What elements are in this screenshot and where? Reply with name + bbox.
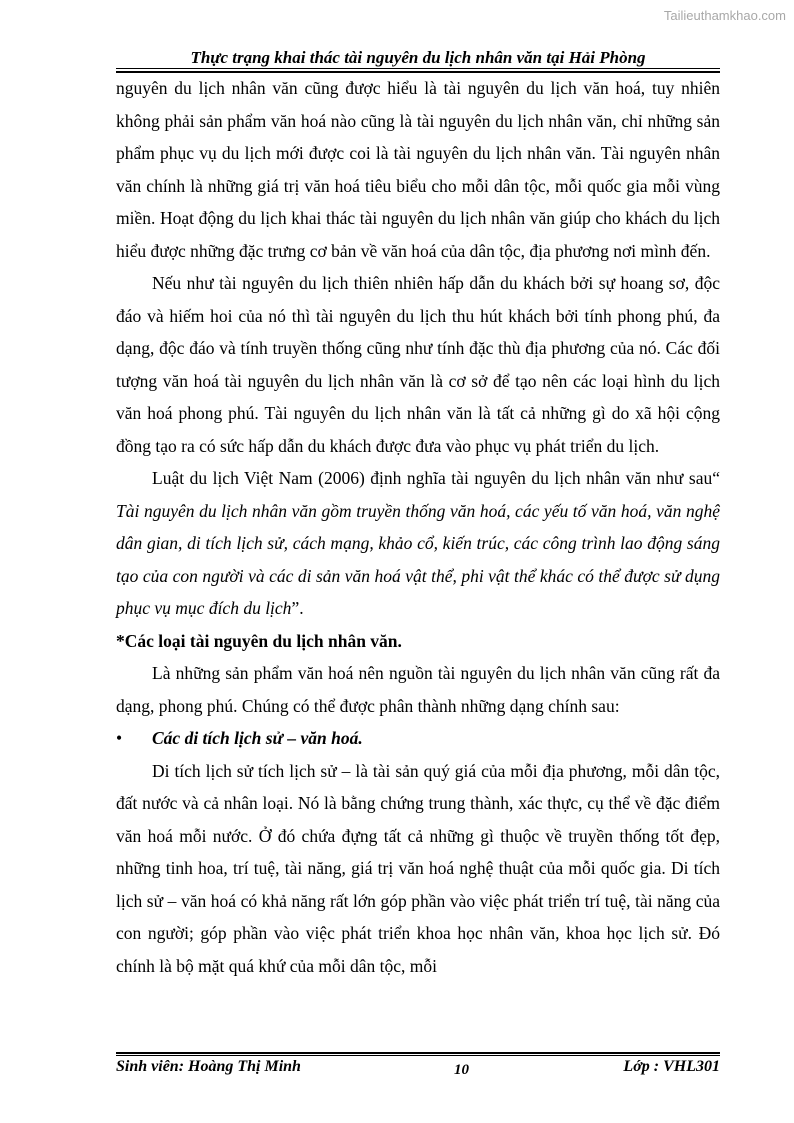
bullet-item <box>116 722 720 755</box>
footer-divider-thick <box>116 1052 720 1054</box>
paragraph: Nếu như tài nguyên du lịch thiên nhiên hấp dẫn du khách bởi sự hoang sơ, độc đáo và hiếm hoi của nó thì tài nguyên du lịch thu hút khách bởi tính phong phú, đa dạng, độc đáo và tính truyền thống cũng như tính đặc thù địa phương của nó. Các đối tượng văn hoá tài nguyên du lịch nhân văn là cơ sở để tạo nên các loại hình du lịch văn hoá phong phú. Tài nguyên du lịch nhân văn là tất cả những gì do xã hội cộng đồng tạo ra có sức hấp dẫn du khách được đưa vào phục vụ phát triển du lịch. <box>116 273 720 456</box>
header-divider <box>116 68 720 69</box>
paragraph-definition <box>116 462 720 625</box>
section-heading: *Các loại tài nguyên du lịch nhân văn. <box>116 630 402 651</box>
footer-class: Lớp : VHL301 <box>623 1058 720 1075</box>
watermark: Tailieuthamkhao.com <box>663 8 786 23</box>
bullet-icon: • <box>116 728 123 748</box>
page-header-title: Thực trạng khai thác tài nguyên du lịch nhân văn tại Hải Phòng <box>190 48 646 67</box>
definition-end: ”. <box>291 598 304 618</box>
page-footer <box>116 1058 720 1082</box>
footer-divider <box>116 1055 720 1056</box>
definition-quote: Tài nguyên du lịch nhân văn gồm truyền thống văn hoá, các yếu tố văn hoá, văn nghệ dân gian, di tích lịch sử, cách mạng, khảo cổ, kiến trúc, các công trình lao động sáng tạo của con người và các di sản văn hoá vật thể, phi vật thể khác có thể được sử dụng phục vụ mục đích du lịch <box>116 500 720 618</box>
definition-intro: Luật du lịch Việt Nam (2006) định nghĩa tài nguyên du lịch nhân văn như sau“ <box>152 468 720 488</box>
paragraph: Di tích lịch sử tích lịch sử – là tài sản quý giá của mỗi địa phương, mỗi dân tộc, đất nước và cả nhân loại. Nó là bằng chứng trung thành, xác thực, cụ thể về đặc điểm văn hoá mỗi nước. Ở đó chứa đựng tất cả những gì thuộc về truyền thống tốt đẹp, những tinh hoa, trí tuệ, tài năng, giá trị văn hoá nghệ thuật của mỗi quốc gia. Di tích lịch sử – văn hoá có khả năng rất lớn góp phần vào việc phát triển trí tuệ, tài năng của con người; góp phần vào việc phát triển khoa học nhân văn, khoa học lịch sử. Đó chính là bộ mặt quá khứ của mỗi dân tộc, mỗi <box>116 760 720 976</box>
paragraph: Là những sản phẩm văn hoá nên nguồn tài nguyên du lịch nhân văn cũng rất đa dạng, phong phú. Chúng có thể được phân thành những dạng chính sau: <box>116 663 720 716</box>
page-number: 10 <box>454 1062 469 1078</box>
footer-student: Sinh viên: Hoàng Thị Minh <box>116 1058 301 1075</box>
bullet-text: Các di tích lịch sử – văn hoá. <box>152 728 363 748</box>
document-body <box>116 72 720 982</box>
paragraph: nguyên du lịch nhân văn cũng được hiểu là tài nguyên du lịch văn hoá, tuy nhiên không phải sản phẩm văn hoá nào cũng là tài nguyên du lịch nhân văn, chỉ những sản phẩm phục vụ du lịch mới được coi là tài nguyên du lịch nhân văn. Tài nguyên nhân văn chính là những giá trị văn hoá tiêu biểu cho mỗi dân tộc, mỗi quốc gia mỗi vùng miền. Hoạt động du lịch khai thác tài nguyên du lịch nhân văn giúp cho khách du lịch hiểu được những đặc trưng cơ bản về văn hoá của dân tộc, địa phương nơi mình đến. <box>116 78 720 261</box>
